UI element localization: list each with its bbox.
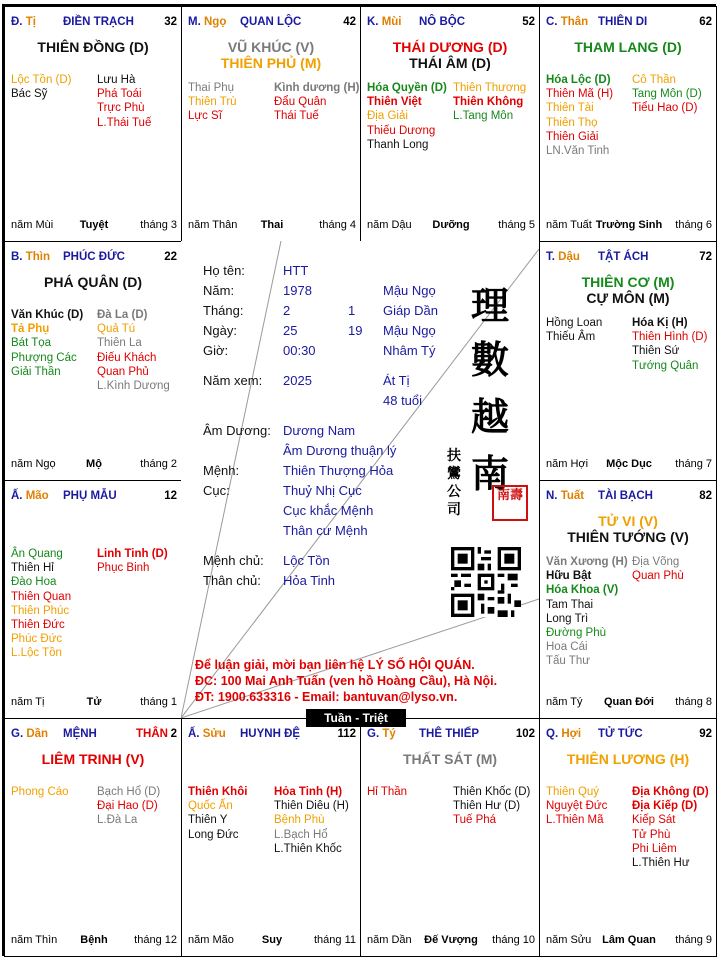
palace-year: năm Tuất	[546, 219, 592, 231]
palace-year: năm Hợi	[546, 458, 589, 470]
palace-footer	[367, 934, 535, 948]
palace-footer	[11, 458, 177, 472]
minor-star: L.Tang Môn	[453, 110, 514, 123]
palace-stage: Đế Vượng	[424, 934, 478, 946]
main-stars	[540, 513, 716, 545]
minor-star: Hỏa Tinh (H)	[274, 786, 343, 798]
yinyang-label: Âm Dương:	[203, 423, 271, 438]
contact-line-1: Để luận giải, mời bạn liên hệ LÝ SỐ HỘI QUÁN.	[195, 658, 475, 672]
palace-month: tháng 11	[313, 934, 356, 946]
minor-stars-left	[11, 785, 69, 799]
minor-star: Tiểu Hao (D)	[632, 102, 698, 115]
minor-star: Văn Khúc (D)	[11, 309, 84, 321]
month-lunar-num: 1	[348, 303, 356, 318]
element-label: Cục:	[203, 483, 230, 498]
palace-name: TÀI BẠCH	[598, 490, 653, 502]
day-label: Ngày:	[203, 323, 237, 338]
contact-line-2: ĐC: 100 Mai Anh Tuấn (ven hồ Hoàng Cầu), Hà Nội.	[195, 674, 498, 688]
palace-branch: T. Dậu	[546, 251, 580, 263]
main-stars	[540, 274, 716, 306]
minor-star: Thai Phụ	[188, 82, 235, 94]
minor-stars-right	[453, 81, 526, 124]
palace-year: năm Dậu	[367, 219, 412, 231]
hour-label: Giờ:	[203, 343, 229, 358]
palace-month: tháng 4	[319, 219, 356, 231]
view-year-label: Năm xem:	[203, 373, 263, 388]
main-star: VŨ KHÚC (V)	[227, 39, 315, 55]
minor-star: Hóa Quyền (D)	[367, 82, 447, 94]
minor-star: Hóa Khoa (V)	[546, 584, 619, 597]
center-info-panel	[181, 241, 539, 718]
main-star: THÁI ÂM (D)	[409, 55, 491, 71]
element-value-2: Cục khắc Mệnh	[283, 503, 374, 518]
minor-star: Bác Sỹ	[11, 88, 48, 101]
palace-name: QUAN LỘC	[240, 16, 302, 28]
main-star: THIÊN TƯỚNG (V)	[567, 529, 689, 545]
palace-branch: B. Thìn	[11, 251, 50, 263]
main-star: THIÊN CƠ (M)	[581, 274, 675, 290]
destiny-value: Thiên Thượng Hỏa	[283, 463, 394, 478]
minor-stars-left	[367, 81, 447, 152]
minor-star: Hỉ Thần	[367, 786, 408, 798]
minor-star: Đại Hao (D)	[97, 800, 158, 813]
brand-char-3: 越	[471, 394, 510, 439]
minor-star: Thiên Hư (D)	[453, 800, 521, 813]
palace-cell-thin[interactable]	[4, 241, 182, 481]
minor-star: Hoa Cái	[546, 641, 588, 654]
palace-header	[546, 16, 712, 30]
main-star: CỰ MÔN (M)	[586, 290, 670, 306]
minor-star: Thiên Y	[188, 814, 228, 827]
brand-small-2: 鸞	[447, 466, 461, 482]
palace-cell-than[interactable]	[539, 6, 717, 242]
minor-star: Thiên Phúc	[11, 604, 70, 617]
minor-stars-right	[97, 73, 151, 130]
palace-month: tháng 3	[140, 219, 177, 231]
palace-header	[546, 251, 712, 265]
minor-star: L.Thiên Hư	[632, 857, 690, 870]
minor-stars-left	[11, 547, 71, 661]
day-solar: 25	[283, 323, 298, 338]
minor-star: Phục Binh	[97, 562, 150, 575]
minor-star: Thiên Mã (H)	[546, 88, 614, 101]
palace-footer	[11, 219, 177, 233]
palace-age: 72	[699, 251, 712, 263]
palace-branch: M. Ngọ	[188, 16, 227, 28]
palace-age: 62	[699, 16, 712, 28]
minor-star: Phá Toái	[97, 88, 142, 101]
minor-star: Linh Tinh (D)	[97, 548, 168, 560]
minor-star: Hữu Bật	[546, 570, 592, 583]
palace-stage: Mộc Dục	[606, 458, 652, 470]
view-year-value: 2025	[283, 373, 312, 388]
minor-star: Hóa Lộc (D)	[546, 74, 611, 86]
minor-star: Tử Phù	[632, 828, 671, 841]
minor-star: Quốc Ấn	[188, 800, 233, 813]
yinyang-value: Dương Nam	[283, 423, 356, 438]
palace-stage: Quan Đới	[604, 696, 654, 708]
palace-year: năm Ngọ	[11, 458, 56, 470]
minor-star: Thanh Long	[367, 138, 429, 151]
minor-star: Thiên La	[97, 337, 142, 350]
minor-star: Kiếp Sát	[632, 814, 676, 827]
destiny-label: Mệnh:	[203, 463, 240, 478]
minor-stars-right	[632, 785, 709, 870]
minor-stars-right	[274, 81, 359, 124]
palace-name: THIÊN DI	[598, 16, 648, 28]
minor-star: Kình dương (H)	[274, 82, 360, 94]
minor-star: Ân Quang	[11, 548, 63, 560]
minor-stars-left	[367, 785, 407, 799]
palace-name: PHÚC ĐỨC	[63, 251, 125, 263]
minor-star: L.Kình Dương	[97, 380, 170, 393]
palace-age: 52	[522, 16, 535, 28]
palace-footer	[546, 696, 712, 710]
palace-stage: Thai	[260, 219, 284, 231]
minor-star: Thiên Hình (D)	[632, 331, 708, 344]
minor-star: L.Bạch Hổ	[274, 828, 328, 841]
palace-name: THÊ THIẾP	[419, 728, 480, 740]
palace-footer	[367, 219, 535, 233]
minor-stars-right	[97, 785, 160, 828]
brand-small-4: 司	[447, 502, 461, 518]
palace-header	[367, 16, 535, 30]
year-solar: 1978	[283, 283, 312, 298]
minor-star: Lộc Tồn (D)	[11, 74, 72, 86]
minor-stars-left	[546, 316, 602, 344]
minor-star: Thiên Hỉ	[11, 562, 54, 575]
palace-year: năm Mão	[188, 934, 234, 946]
palace-header	[11, 16, 177, 30]
minor-stars-left	[546, 555, 628, 669]
palace-month: tháng 2	[140, 458, 177, 470]
minor-star: Tuế Phá	[453, 814, 497, 827]
minor-star: Cô Thần	[632, 74, 676, 86]
palace-stage: Suy	[261, 934, 283, 946]
minor-star: Thiếu Âm	[546, 331, 596, 344]
palace-age: 102	[515, 728, 535, 740]
palace-cell-suu[interactable]	[181, 718, 361, 957]
palace-footer	[546, 934, 712, 948]
minor-star: Bệnh Phù	[274, 814, 325, 827]
minor-star: LN.Văn Tinh	[546, 145, 610, 158]
minor-star: Bát Tọa	[11, 337, 52, 350]
palace-stage: Mộ	[86, 458, 102, 470]
minor-star: Phượng Các	[11, 351, 77, 364]
minor-star: Long Đức	[188, 828, 239, 841]
tuan-triet-label: Tuần - Triệt	[306, 709, 406, 727]
minor-stars-left	[546, 785, 607, 828]
palace-month: tháng 8	[675, 696, 712, 708]
palace-cell-dau[interactable]	[539, 241, 717, 481]
palace-month: tháng 6	[675, 219, 712, 231]
minor-star: Thiên Đức	[11, 619, 65, 632]
minor-stars-right	[632, 73, 702, 116]
minor-stars-right	[632, 555, 684, 583]
minor-stars-left	[188, 785, 247, 842]
main-stars	[5, 39, 181, 55]
palace-name: ĐIỀN TRẠCH	[63, 16, 134, 28]
main-star: THẤT SÁT (M)	[402, 751, 498, 767]
minor-star: Đào Hoa	[11, 576, 57, 589]
palace-branch: Ấ. Sửu	[188, 728, 226, 740]
palace-stage: Bệnh	[80, 934, 108, 946]
minor-star: Thiếu Dương	[367, 124, 436, 137]
main-stars	[361, 39, 539, 71]
main-stars	[5, 274, 181, 290]
minor-star: Tam Thai	[546, 598, 594, 611]
palace-month: tháng 12	[134, 934, 177, 946]
name-label: Họ tên:	[203, 263, 245, 278]
body-lord-value: Hỏa Tinh	[283, 573, 336, 588]
palace-cell-tuat[interactable]	[539, 480, 717, 719]
red-seal-stamp: 南壽	[492, 485, 528, 521]
main-stars	[540, 39, 716, 55]
palace-month: tháng 5	[498, 219, 535, 231]
minor-star: Thái Tuế	[274, 110, 319, 123]
palace-stage: Tuyệt	[79, 219, 109, 231]
main-stars	[182, 39, 360, 71]
main-stars	[361, 751, 539, 767]
minor-stars-left	[188, 81, 237, 124]
minor-star: Thiên Thọ	[546, 116, 598, 129]
palace-footer	[11, 934, 177, 948]
palace-branch: Q. Hợi	[546, 728, 582, 740]
minor-star: Thiên Diêu (H)	[274, 800, 349, 813]
minor-star: Trực Phù	[97, 102, 145, 115]
palace-name: PHỤ MẪU	[63, 490, 117, 502]
palace-age: 112	[337, 728, 356, 740]
palace-footer	[546, 458, 712, 472]
palace-header	[11, 728, 177, 742]
palace-footer	[11, 696, 177, 710]
minor-star: Hóa Kị (H)	[632, 317, 688, 329]
palace-age: 82	[699, 490, 712, 502]
palace-branch: Ấ. Mão	[11, 490, 49, 502]
palace-cell-mao[interactable]	[4, 480, 182, 719]
month-label: Tháng:	[203, 303, 244, 318]
palace-branch: N. Tuất	[546, 490, 585, 502]
minor-stars-left	[11, 73, 72, 101]
palace-month: tháng 10	[492, 934, 535, 946]
minor-star: Địa Võng	[632, 556, 680, 568]
minor-star: Phúc Đức	[11, 633, 63, 646]
palace-age: 42	[343, 16, 356, 28]
month-lunar: Giáp Dần	[383, 303, 438, 318]
minor-star: Thiên Quý	[546, 786, 600, 798]
palace-year: năm Thân	[188, 219, 238, 231]
name-value: HTT	[283, 263, 309, 278]
month-solar: 2	[283, 303, 291, 318]
palace-cell-dan[interactable]	[4, 718, 182, 957]
palace-year: năm Sửu	[546, 934, 592, 946]
main-star: THIÊN ĐỒNG (D)	[37, 39, 149, 55]
destiny-lord-label: Mệnh chủ:	[203, 553, 264, 568]
palace-age: 2	[170, 728, 177, 740]
palace-age: 92	[699, 728, 712, 740]
minor-star: Nguyệt Đức	[546, 800, 608, 813]
minor-star: Văn Xương (H)	[546, 556, 628, 568]
brand-small-3: 公	[447, 484, 461, 500]
brand-char-4: 南	[471, 451, 510, 496]
minor-star: Quan Phủ	[97, 365, 149, 378]
palace-name: HUYNH ĐỆ	[240, 728, 301, 740]
minor-star: Tang Môn (D)	[632, 88, 702, 101]
main-star: LIÊM TRINH (V)	[41, 751, 145, 767]
year-lunar: Mậu Ngọ	[383, 283, 436, 298]
minor-star: Thiên Không	[453, 96, 524, 109]
palace-branch: G. Tý	[367, 728, 396, 740]
minor-star: Thiên Trù	[188, 96, 237, 109]
minor-star: Phi Liêm	[632, 842, 677, 855]
palace-age: 32	[164, 16, 177, 28]
day-lunar-num: 19	[348, 323, 363, 338]
palace-year: năm Mùi	[11, 219, 54, 231]
minor-stars-right	[97, 308, 170, 393]
minor-stars-left	[11, 308, 83, 379]
minor-star: Địa Giải	[367, 110, 408, 123]
minor-star: Đẩu Quân	[274, 96, 327, 109]
palace-footer	[188, 219, 356, 233]
contact-line-3: ĐT: 1900.633316 - Email: bantuvan@lyso.vn.	[195, 690, 458, 704]
destiny-lord-value: Lộc Tồn	[283, 553, 330, 568]
day-lunar: Mậu Ngọ	[383, 323, 436, 338]
palace-age: 12	[164, 490, 177, 502]
minor-star: L.Thái Tuế	[97, 116, 152, 129]
palace-header	[188, 728, 356, 742]
palace-header	[367, 728, 535, 742]
minor-star: Tả Phụ	[11, 323, 50, 336]
palace-year: năm Tị	[11, 696, 45, 708]
palace-name-secondary: THÂN	[136, 728, 168, 740]
palace-cell-hoi[interactable]	[539, 718, 717, 957]
brand-small-1: 扶	[447, 448, 461, 464]
minor-stars-left	[546, 73, 613, 158]
palace-name: TẬT ÁCH	[598, 251, 649, 263]
minor-star: Long Trì	[546, 612, 589, 625]
minor-stars-right	[97, 547, 168, 575]
palace-month: tháng 9	[675, 934, 712, 946]
minor-star: Hồng Loan	[546, 317, 603, 329]
main-star: THIÊN LƯƠNG (H)	[566, 751, 690, 767]
minor-star: Thiên Giải	[546, 130, 599, 143]
minor-star: Thiên Việt	[367, 96, 422, 109]
palace-header	[11, 490, 177, 504]
palace-age: 22	[164, 251, 177, 263]
palace-name: TỬ TỨC	[598, 728, 643, 740]
minor-star: Thiên Thương	[453, 82, 527, 94]
minor-star: Phong Cáo	[11, 786, 69, 798]
palace-footer	[546, 219, 712, 233]
palace-cell-ti[interactable]	[4, 6, 182, 242]
main-star: PHÁ QUÂN (D)	[44, 274, 142, 290]
minor-star: Địa Kiếp (D)	[632, 800, 698, 813]
body-lord-label: Thân chủ:	[203, 573, 261, 588]
minor-stars-right	[274, 785, 349, 856]
minor-stars-right	[453, 785, 530, 828]
minor-star: Thiên Tài	[546, 102, 594, 115]
palace-footer	[188, 934, 356, 948]
minor-star: Quan Phù	[632, 570, 684, 583]
minor-star: L.Lộc Tồn	[11, 647, 62, 660]
palace-header	[188, 16, 356, 30]
palace-name: NÔ BỘC	[419, 16, 465, 28]
minor-star: Thiên Khốc (D)	[453, 786, 531, 798]
palace-name: MỆNH	[63, 728, 97, 740]
view-year-lunar: Át Tị	[383, 373, 410, 388]
palace-header	[11, 251, 177, 265]
palace-stage: Trường Sinh	[595, 219, 663, 231]
element-value-3: Thân cư Mệnh	[283, 523, 368, 538]
main-stars	[540, 751, 716, 767]
year-label: Năm:	[203, 283, 235, 298]
hour-value: 00:30	[283, 343, 316, 358]
minor-star: Tướng Quân	[632, 359, 699, 372]
palace-year: năm Tý	[546, 696, 583, 708]
minor-star: L.Thiên Mã	[546, 814, 604, 827]
minor-star: Đường Phù	[546, 627, 606, 640]
palace-branch: G. Dần	[11, 728, 49, 740]
minor-star: Giải Thần	[11, 365, 61, 378]
palace-month: tháng 1	[140, 696, 177, 708]
palace-year: năm Thìn	[11, 934, 58, 946]
main-stars	[5, 751, 181, 767]
palace-cell-ngo[interactable]	[181, 6, 361, 242]
palace-branch: C. Thân	[546, 16, 589, 28]
palace-stage: Lâm Quan	[602, 934, 656, 946]
yinyang-value-2: Âm Dương thuận lý	[283, 443, 397, 458]
palace-branch: Đ. Tị	[11, 16, 36, 28]
minor-star: Lưu Hà	[97, 74, 136, 86]
hour-lunar: Nhâm Tý	[383, 343, 436, 358]
minor-star: Đà La (D)	[97, 309, 148, 321]
palace-year: năm Dần	[367, 934, 412, 946]
minor-star: Thiên Sứ	[632, 345, 680, 358]
minor-star: Thiên Quan	[11, 590, 72, 603]
palace-header	[546, 728, 712, 742]
palace-branch: K. Mùi	[367, 16, 402, 28]
palace-month: tháng 7	[675, 458, 712, 470]
minor-star: Quả Tú	[97, 323, 136, 336]
palace-header	[546, 490, 712, 504]
minor-stars-right	[632, 316, 707, 373]
minor-star: Thiên Khôi	[188, 786, 248, 798]
main-star: THIÊN PHỦ (M)	[220, 55, 322, 71]
minor-star: Địa Không (D)	[632, 786, 709, 798]
minor-star: L.Thiên Khốc	[274, 842, 342, 855]
minor-star: Lực Sĩ	[188, 110, 222, 123]
brand-char-1: 理	[471, 283, 510, 328]
palace-cell-ty[interactable]	[360, 718, 540, 957]
element-value: Thuỷ Nhị Cục	[283, 483, 362, 498]
brand-char-2: 數	[471, 337, 510, 382]
main-star: TỬ VI (V)	[598, 513, 658, 529]
qr-code-icon[interactable]	[451, 547, 521, 617]
main-star: THAM LANG (D)	[574, 39, 682, 55]
minor-star: L.Đà La	[97, 814, 138, 827]
minor-star: Bạch Hổ (D)	[97, 786, 161, 798]
minor-star: Tấu Thư	[546, 655, 590, 668]
minor-star: Điếu Khách	[97, 351, 157, 364]
main-star: THÁI DƯƠNG (D)	[392, 39, 508, 55]
palace-stage: Dưỡng	[432, 219, 470, 231]
palace-stage: Tử	[86, 696, 102, 708]
age-value: 48 tuổi	[383, 393, 423, 408]
palace-cell-mui[interactable]	[360, 6, 540, 242]
